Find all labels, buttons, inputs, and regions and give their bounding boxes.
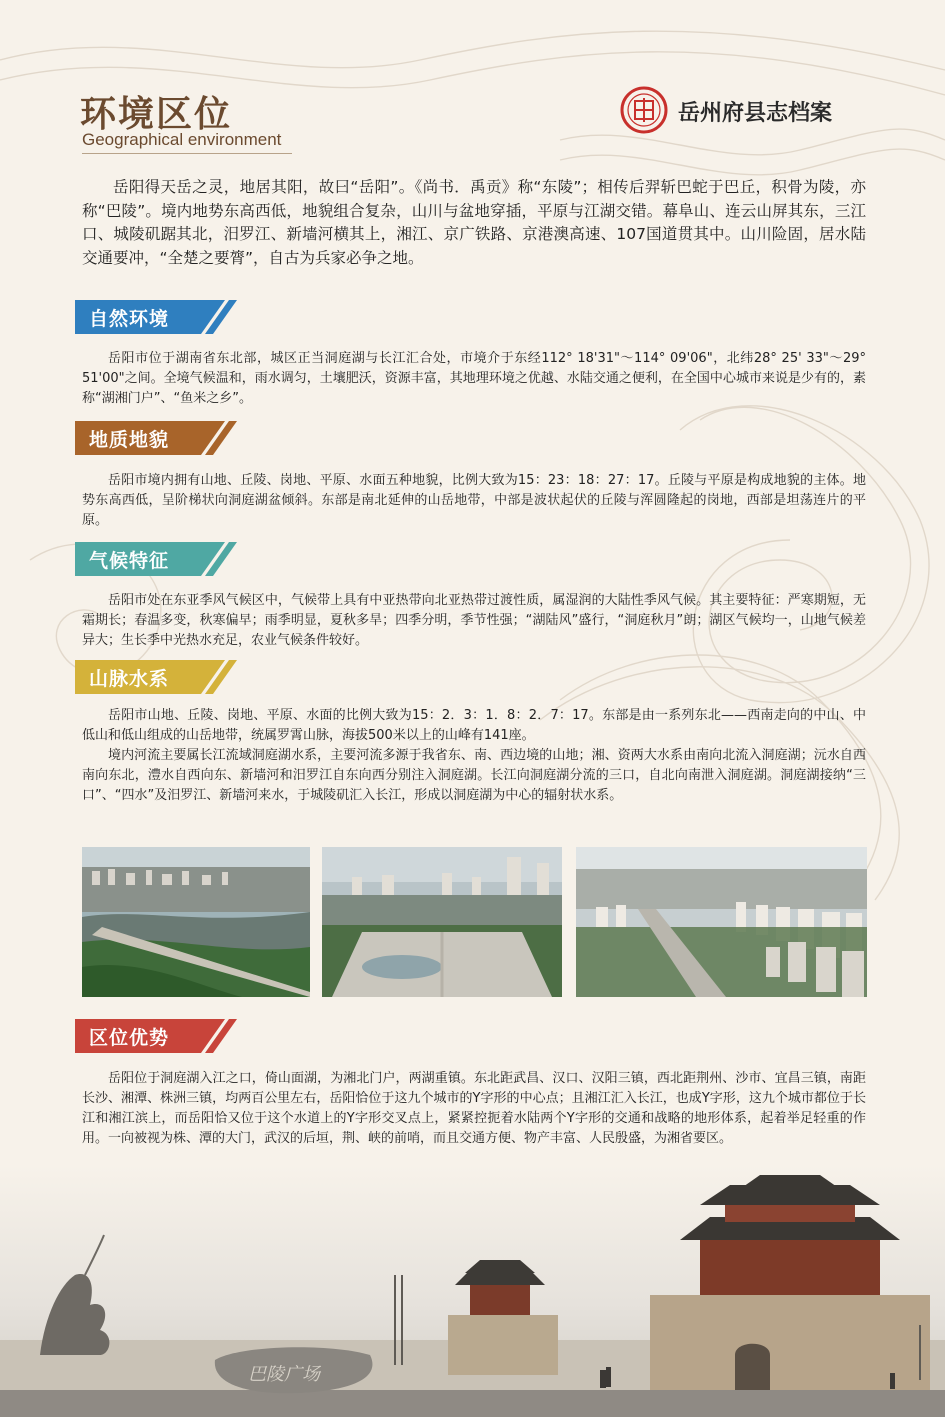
section-title-geology: 地质地貌 bbox=[89, 429, 170, 451]
stone-inscription-text: 巴陵广场 bbox=[248, 1364, 320, 1385]
photo-city-avenue bbox=[576, 847, 867, 997]
section-title-nature: 自然环境 bbox=[89, 308, 170, 330]
section-banner-geology bbox=[75, 421, 247, 455]
section-text-climate: 岳阳市处在东亚季风气候区中，气候带上具有中亚热带向北亚热带过渡性质，属湿润的大陆性季风气候。其主要特征：严寒期短，无霜期长；春温多变，秋寒偏早；雨季明显，夏秋多旱；四季分明，季节性强；“湖陆风”盛行，“洞庭秋月”朗；湖区气候均一，山地气候差异大；生长季中光热水充足，农业气候条件较好。 bbox=[82, 593, 866, 648]
section-title-climate: 气候特征 bbox=[89, 550, 170, 572]
section-banner-climate bbox=[75, 542, 247, 576]
section-text-nature: 岳阳市位于湖南省东北部，城区正当洞庭湖与长江汇合处，市境介于东经112° 18'31"～114° 09'06"，北纬28° 25' 33"～29° 51'00"之间。全境气候温和，雨水调匀，土壤肥沃，资源丰富，其地理环境之优越、水陆交通之便利，在全国中心城市来说是少有的，素称“湖湘门户”、“鱼米之乡”。 bbox=[82, 351, 866, 406]
bottom-scene-tower bbox=[0, 1165, 945, 1417]
section-text-mountains-2: 境内河流主要属长江流域洞庭湖水系，主要河流多源于我省东、南、西边境的山地；湘、资两大水系由南向北流入洞庭湖；沅水自西南向东北，澧水自西向东、新墙河和汨罗江自东向西分别注入洞庭湖。长江向洞庭湖分流的三口，自北向南泄入洞庭湖。洞庭湖接纳“三口”、“四水”及汨罗江、新墙河来水，于城陵矶汇入长江，形成以洞庭湖为中心的辐射状水系。 bbox=[82, 748, 866, 803]
title-underline bbox=[82, 153, 292, 154]
section-title-mountains: 山脉水系 bbox=[89, 668, 170, 690]
section-text-geology: 岳阳市境内拥有山地、丘陵、岗地、平原、水面五种地貌，比例大致为15：23：18：27：17。丘陵与平原是构成地貌的主体。地势东高西低，呈阶梯状向洞庭湖盆倾斜。东部是南北延伸的山岳地带，中部是波状起伏的丘陵与浑圆隆起的岗地，西部是坦荡连片的平原。 bbox=[82, 473, 866, 528]
photo-city-square bbox=[322, 847, 562, 997]
section-banner-mountains bbox=[75, 660, 247, 694]
section-banner-nature bbox=[75, 300, 247, 334]
section-text-location: 岳阳位于洞庭湖入江之口，倚山面湖，为湘北门户，两湖重镇。东北距武昌、汉口、汉阳三镇，西北距荆州、沙市、宜昌三镇，南距长沙、湘潭、株洲三镇，均两百公里左右，岳阳恰位于这九个城市的Y字形的中心点；且湘江汇入长江，也成Y字形，这九个城市都位于长江和湘江滨上，而岳阳恰又位于这个水道上的Y字形交叉点上，紧紧控扼着水陆两个Y字形的交通和战略的地形体系，起着举足轻重的作用。一向被视为株、潭的大门，武汉的后垣，荆、峡的前哨，而且交通方便、物产丰富、人民殷盛，为湘省要区。 bbox=[82, 1071, 866, 1146]
page-title: 环境区位 bbox=[80, 93, 233, 135]
section-title-location: 区位优势 bbox=[89, 1027, 170, 1049]
photo-city-lake bbox=[82, 847, 310, 997]
seal-logo-icon bbox=[620, 86, 668, 134]
section-banner-location bbox=[75, 1019, 247, 1053]
brand-name: 岳州府县志档案 bbox=[678, 100, 833, 126]
intro-paragraph: 岳阳得天岳之灵，地居其阳，故曰“岳阳”。《尚书．禹贡》称“东陵”；相传后羿斩巴蛇于巴丘，积骨为陵，亦称“巴陵”。境内地势东高西低，地貌组合复杂，山川与盆地穿插，平原与江湖交错。幕阜山、连云山屏其东，三江口、城陵矶踞其北，汨罗江、新墙河横其上，湘江、京广铁路、京港澳高速、107国道贯其中。山川险固，居水陆交通要冲，“全楚之要膂”，自古为兵家必争之地。 bbox=[82, 178, 866, 267]
page-subtitle: Geographical environment bbox=[82, 130, 282, 149]
section-text-mountains-1: 岳阳市山地、丘陵、岗地、平原、水面的比例大致为15：2．3：1．8：2．7：17。东部是由一系列东北——西南走向的中山、中低山和低山组成的山岳地带，统属罗霄山脉，海拔500米以上的山峰有141座。 bbox=[82, 708, 866, 743]
